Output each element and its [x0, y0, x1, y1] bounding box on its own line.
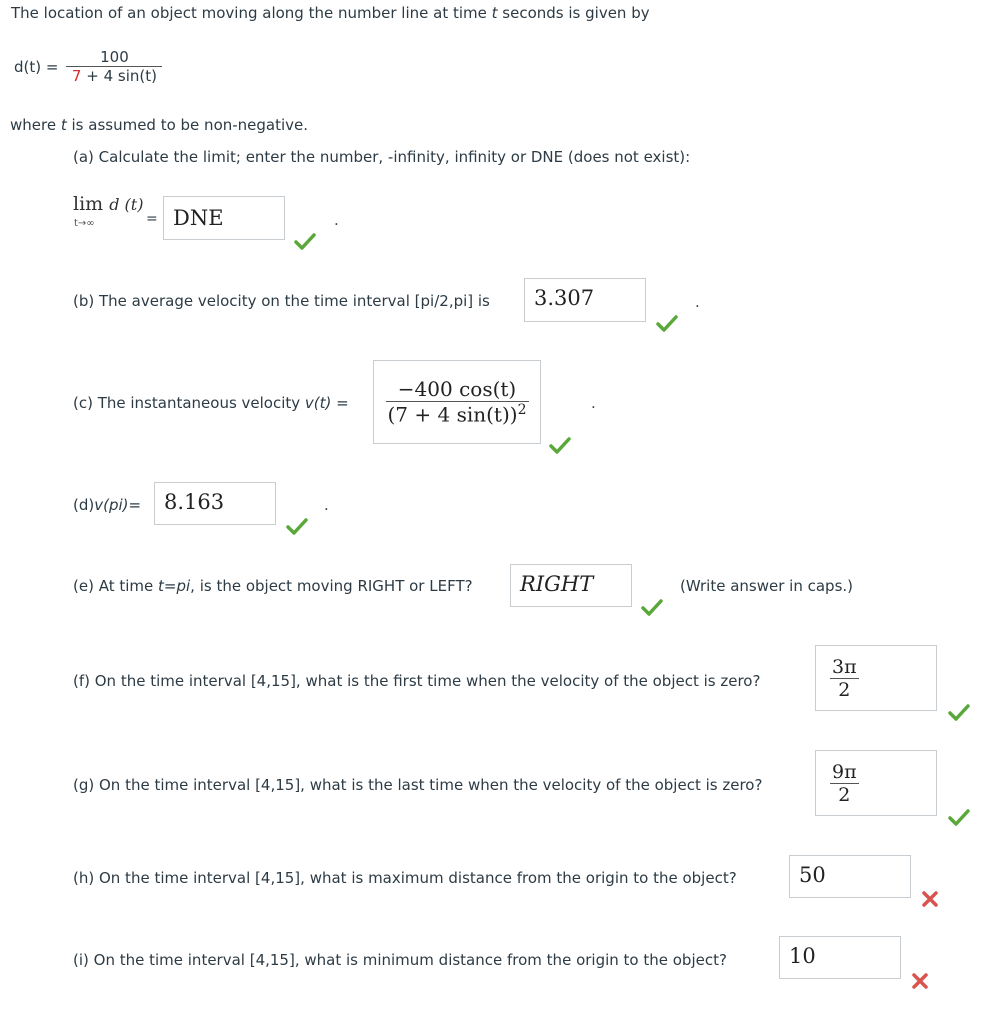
trailing-period: . [695, 293, 700, 311]
function-fraction [66, 48, 162, 85]
function-definition [14, 48, 162, 85]
velocity-denominator: (7 + 4 sin(t))$^2$ [387, 402, 527, 427]
correct-check-icon [286, 517, 308, 535]
velocity-numerator: −400 cos(t) [397, 377, 517, 402]
limit-function: d (t) [109, 195, 144, 214]
intro-text-end: seconds is given by [497, 4, 650, 22]
part-i-prompt: (i) On the time interval [4,15], what is minimum distance from the origin to the object? [73, 951, 727, 969]
correct-check-icon [294, 232, 316, 250]
correct-check-icon [948, 808, 970, 826]
part-g-prompt: (g) On the time interval [4,15], what is the last time when the velocity of the object is zero? [73, 776, 763, 794]
answer-input-a[interactable]: DNE [163, 196, 285, 240]
function-numerator: 100 [100, 48, 129, 66]
trailing-period: . [324, 496, 329, 514]
part-b-prompt: (b) The average velocity on the time interval [pi/2,pi] is [73, 292, 490, 310]
limit-subscript: t→∞ [74, 218, 95, 229]
answer-input-b[interactable]: 3.307 [524, 278, 646, 322]
correct-check-icon [948, 703, 970, 721]
part-d-prompt: (d)v(pi)= [73, 496, 142, 514]
correct-check-icon [641, 598, 663, 616]
function-denominator: 7 + 4 sin(t) [71, 67, 157, 85]
correct-check-icon [549, 436, 571, 454]
limit-equals: = [146, 211, 158, 227]
answer-input-g[interactable] [815, 750, 937, 816]
problem-intro [11, 4, 650, 22]
incorrect-cross-icon [921, 890, 939, 908]
intro-text: The location of an object moving along the number line at time [11, 4, 492, 22]
part-f-prompt: (f) On the time interval [4,15], what is the first time when the velocity of the object is zero? [73, 672, 761, 690]
trailing-period: . [591, 394, 596, 412]
answer-g-fraction: $\frac{9\pi}{2}$ [832, 760, 857, 806]
function-label: d(t) = [14, 57, 59, 76]
part-a-prompt: (a) Calculate the limit; enter the number, -infinity, infinity or DNE (does not exist): [73, 148, 691, 166]
answer-input-c[interactable] [373, 360, 541, 444]
correct-check-icon [656, 314, 678, 332]
trailing-period: . [334, 211, 339, 229]
intro-var: t [491, 4, 498, 22]
answer-input-i[interactable]: 10 [779, 936, 901, 979]
incorrect-cross-icon [911, 972, 929, 990]
answer-input-f[interactable] [815, 645, 937, 711]
assumption-text: where t is assumed to be non-negative. [10, 116, 309, 134]
limit-expression [73, 193, 143, 215]
part-e-note: (Write answer in caps.) [680, 577, 854, 595]
velocity-fraction [386, 377, 529, 427]
answer-f-fraction: $\frac{3\pi}{2}$ [832, 655, 857, 701]
answer-input-h[interactable]: 50 [789, 855, 911, 898]
part-e-prompt: (e) At time t=pi, is the object moving RIGHT or LEFT? [73, 577, 473, 595]
part-c-prompt: (c) The instantaneous velocity v(t) = [73, 394, 349, 412]
answer-input-d[interactable]: 8.163 [154, 482, 276, 525]
answer-input-e[interactable]: RIGHT [510, 564, 632, 607]
part-h-prompt: (h) On the time interval [4,15], what is maximum distance from the origin to the object? [73, 869, 737, 887]
limit-word: lim [73, 193, 104, 215]
